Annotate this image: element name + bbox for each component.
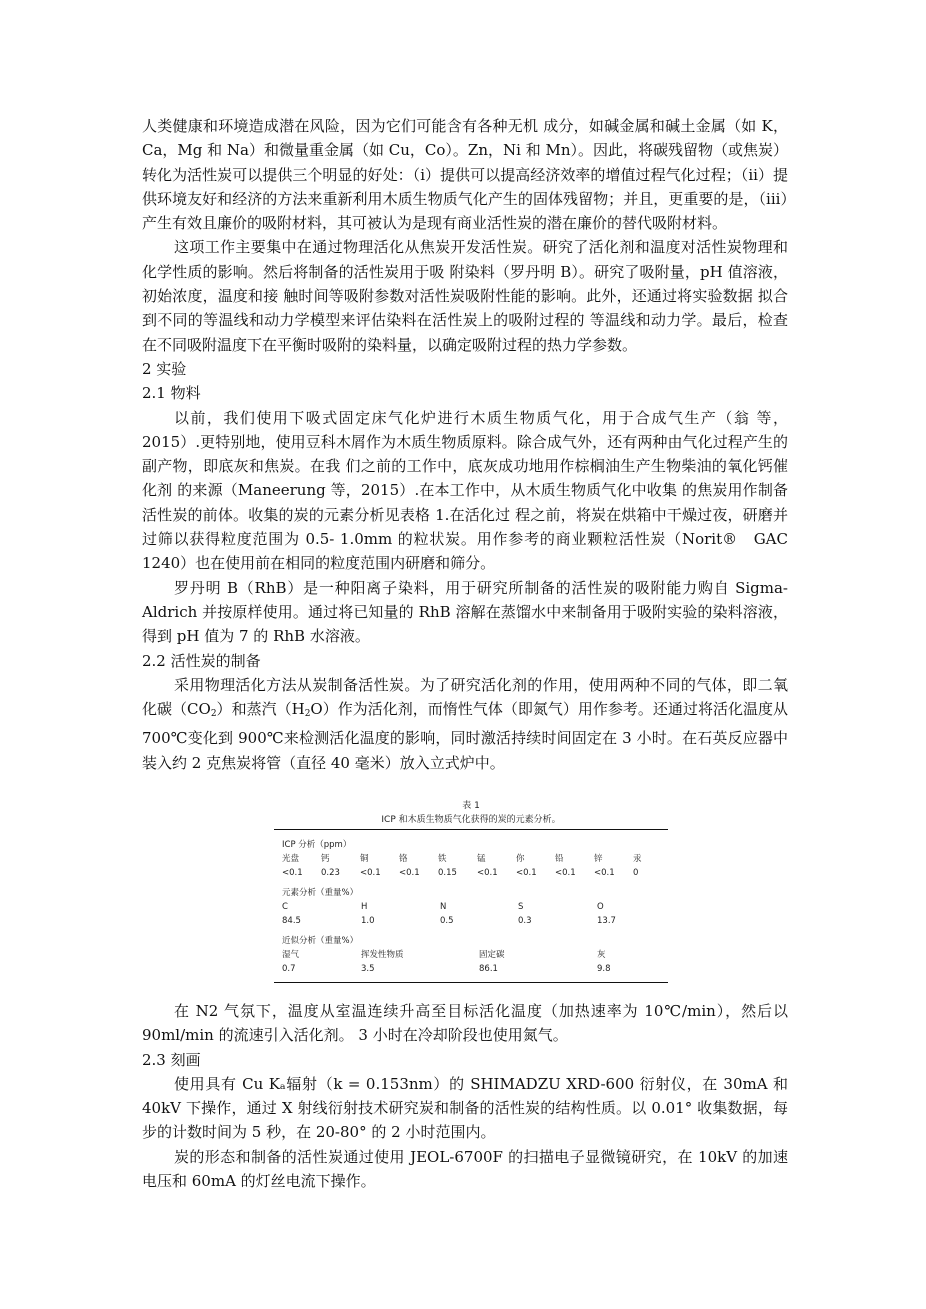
elemental-header-cell: C (282, 902, 288, 912)
proximate-value-cell: 3.5 (361, 964, 375, 974)
icp-value-cell: <0.1 (282, 868, 303, 878)
prep-text-3: O）作为活化剂，而惰性气体（即氮气）用作参考。还通过将活化温度从 700℃变化到 900℃来检测活化温度的影响，同时激活持续时间固定在 3 小时。在石英反应器中装入约 2 克焦炭将管（直径 40 毫米）放入立式炉中。 (142, 700, 788, 772)
prep-subscript-co2: 2 (210, 709, 217, 720)
icp-header-cell: 你 (516, 854, 525, 864)
table-body (274, 830, 668, 982)
paragraph-materials: 以前，我们使用下吸式固定床气化炉进行木质生物质气化，用于合成气生产（翁 等，2015）.更特别地，使用豆科木屑作为木质生物质原料。除合成气外，还有两种由气化过程产生的副产物，即底灰和焦炭。在我 们之前的工作中，底灰成功地用作棕榈油生产生物柴油的氧化钙催化剂 的来源（Maneerung 等，2015）.在本工作中，从木质生物质气化中收集 的焦炭用作制备活性炭的前体。收集的炭的元素分析见表格 1.在活化过 程之前，将炭在烘箱中干燥过夜，研磨并过筛以获得粒度范围为 0.5- 1.0mm 的粒状炭。用作参考的商业颗粒活性炭（Norit® GAC 1240）也在使用前在相同的粒度范围内研磨和筛分。 (142, 408, 788, 573)
section-heading-experiment: 2 实验 (142, 359, 187, 378)
section-heading-preparation: 2.2 活性炭的制备 (142, 651, 261, 670)
icp-header-cell: 汞 (633, 854, 642, 864)
icp-header-cell: 光盘 (282, 854, 300, 864)
elemental-header-cell: O (597, 902, 604, 912)
elemental-header-cell: S (518, 902, 524, 912)
paragraph-rhodamine: 罗丹明 B（RhB）是一种阳离子染料，用于研究所制备的活性炭的吸附能力购自 Sigma-Aldrich 并按原样使用。通过将已知量的 RhB 溶解在蒸馏水中来制备用于吸附实验的染料溶液，得到 pH 值为 7 的 RhB 水溶液。 (142, 578, 788, 646)
elemental-value-cell: 13.7 (597, 916, 616, 926)
elemental-header-cell: H (361, 902, 368, 912)
table-bottom-rule (274, 982, 668, 983)
paragraph-xrd: 使用具有 Cu Kₐ辐射（k = 0.153nm）的 SHIMADZU XRD-600 衍射仪，在 30mA 和 40kV 下操作，通过 X 射线衍射技术研究炭和制备的活性炭的结构性质。以 0.01° 收集数据，每步的计数时间为 5 秒，在 20-80° 的 2 小时范围内。 (142, 1074, 788, 1142)
proximate-header-cell: 挥发性物质 (361, 950, 404, 960)
proximate-header-row (282, 948, 668, 962)
section-heading-characterization: 2.3 刻画 (142, 1050, 201, 1069)
prep-text-2: ）和蒸汽（H (216, 700, 305, 719)
proximate-header-cell: 灰 (597, 950, 606, 960)
paragraph-sem: 炭的形态和制备的活性炭通过使用 JEOL-6700F 的扫描电子显微镜研究，在 10kV 的加速电压和 60mA 的灯丝电流下操作。 (142, 1147, 788, 1191)
proximate-value-cell: 9.8 (597, 964, 611, 974)
icp-value-cell: 0 (633, 868, 639, 878)
proximate-value-row (282, 962, 668, 976)
proximate-header-cell: 湿气 (282, 950, 300, 960)
icp-header-cell: 钙 (321, 854, 330, 864)
icp-header-cell: 铅 (555, 854, 564, 864)
table-1 (274, 800, 668, 983)
icp-section-label: ICP 分析（ppm） (282, 840, 352, 850)
paragraph-work-focus: 这项工作主要集中在通过物理活化从焦炭开发活性炭。研究了活化剂和温度对活性炭物理和化学性质的影响。然后将制备的活性炭用于吸 附染料（罗丹明 B）。研究了吸附量，pH 值溶液，初始浓度，温度和接 触时间等吸附参数对活性炭吸附性能的影响。此外，还通过将实验数据 拟合到不同的等温线和动力学模型来评估染料在活性炭上的吸附过程的 等温线和动力学。最后，检查在不同吸附温度下在平衡时吸附的染料量，以确定吸附过程的热力学参数。 (142, 238, 788, 354)
proximate-value-cell: 86.1 (479, 964, 498, 974)
icp-header-cell: 锰 (477, 854, 486, 864)
icp-header-row (282, 852, 668, 866)
elemental-section-label: 元素分析（重量%） (282, 888, 359, 898)
icp-value-cell: <0.1 (477, 868, 498, 878)
proximate-value-cell: 0.7 (282, 964, 296, 974)
body-text-lower (142, 999, 788, 1193)
icp-value-cell: 0.15 (438, 868, 457, 878)
elemental-value-row (282, 914, 668, 928)
icp-value-cell: <0.1 (516, 868, 537, 878)
elemental-value-cell: 1.0 (361, 916, 375, 926)
icp-value-cell: <0.1 (360, 868, 381, 878)
icp-header-cell: 铁 (438, 854, 447, 864)
icp-header-cell: 锌 (594, 854, 603, 864)
prep-text-1: 采用物理活化方法从炭制备活性炭。为了研究活化剂的作用，使用两种不同的气体，即二氧化碳（CO (142, 675, 788, 719)
paragraph-activation-conditions: 在 N2 气氛下，温度从室温连续升高至目标活化温度（加热速率为 10℃/min），然后以 90ml/min 的流速引入活化剂。 3 小时在冷却阶段也使用氮气。 (142, 1002, 788, 1045)
elemental-value-cell: 84.5 (282, 916, 301, 926)
paragraph-preparation (142, 673, 788, 775)
elemental-header-row (282, 900, 668, 914)
table-number: 表 1 (462, 801, 480, 811)
elemental-value-cell: 0.3 (518, 916, 532, 926)
prep-subscript-h2o: 2 (304, 709, 311, 720)
icp-header-cell: 铬 (399, 854, 408, 864)
table-title: ICP 和木质生物质气化获得的炭的元素分析。 (381, 815, 561, 825)
proximate-header-cell: 固定碳 (479, 950, 505, 960)
icp-value-cell: <0.1 (594, 868, 615, 878)
icp-value-row (282, 866, 668, 880)
icp-value-cell: <0.1 (555, 868, 576, 878)
paragraph-intro-continued: 人类健康和环境造成潜在风险，因为它们可能含有各种无机 成分，如碱金属和碱土金属（如 K，Ca，Mg 和 Na）和微量重金属（如 Cu，Co）。Zn，Ni 和 Mn）。因此，将碳残留物（或焦炭）转化为活性炭可以提供三个明显的好处：（i）提供可以提高经济效率的增值过程气化过程；（ii）提供环境友好和经济的方法来重新利用木质生物质气化产生的固体残留物；并且，更重要的是，（iii）产生有效且廉价的吸附材料，其可被认为是现有商业活性炭的潜在廉价的替代吸附材料。 (142, 117, 788, 233)
elemental-value-cell: 0.5 (440, 916, 454, 926)
icp-value-cell: <0.1 (399, 868, 420, 878)
proximate-section-label: 近似分析（重量%） (282, 936, 359, 946)
elemental-header-cell: N (440, 902, 447, 912)
section-heading-materials: 2.1 物料 (142, 384, 201, 403)
icp-value-cell: 0.23 (321, 868, 340, 878)
icp-header-cell: 铜 (360, 854, 369, 864)
body-text-upper (142, 114, 788, 775)
